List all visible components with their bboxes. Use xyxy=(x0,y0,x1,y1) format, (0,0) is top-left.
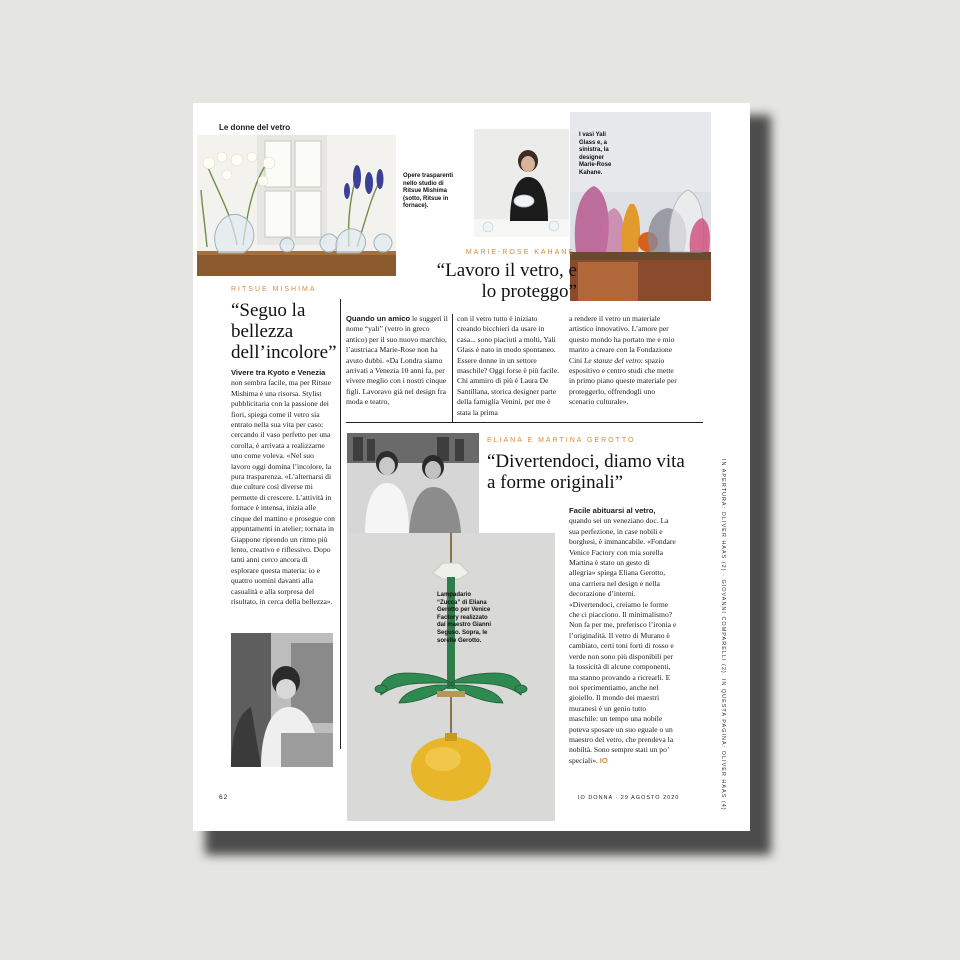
marie-lead: Quando un amico xyxy=(346,314,411,323)
marie-body-col3 xyxy=(569,314,677,408)
gerotto-headline: “Divertendoci, diamo vita a forme originali” xyxy=(487,451,685,493)
gerotto-lead: Facile abituarsi al vetro, xyxy=(569,506,656,515)
marie-body-col3-b: : spazio espositivo e centro studi che mette in primo piano queste materiale per proteggerlo, offrendogli uno scenario culturale». xyxy=(569,355,677,407)
photo-credits: IN APERTURA: OLIVER HAAS (2) · GIOVANNI COMPARELLI (2). IN QUESTA PAGINA: OLIVER HAAS (4) xyxy=(720,459,726,811)
ritsue-body-text: non sembra facile, ma per Ritsue Mishima è una risorsa. Stylist pubblicitaria con la passione dei fiori, spiega come il vetro sia entrato nella sua vita per caso: cercando il vaso perfetto per una corolla, è arrivata a realizzarne uno come voleva. «Nel suo lavoro oggi domina l’incolore, la pura trasparenza. «L’alternarsi di due culture così diverse mi permette di crescere. L’attività in fornace è intensa, inizia alle cinque del mattino e prosegue con appuntamenti in atelier; tornata in Giappone riprendo un ritmo più lento, creativo e riflessivo. Dopo tanti anni cerco ancora di esplorare questa materia: io e quattro uomini davanti alla casualità e alla sorpresa del risultato, in cerca della bellezza». xyxy=(231,378,335,606)
ritsue-headline: “Seguo la bellezza dell’incolore” xyxy=(231,300,337,363)
ritsue-kicker: RITSUE MISHIMA xyxy=(231,286,317,293)
photo-glass-vases-flowers xyxy=(197,135,396,276)
marie-body-col1 xyxy=(346,314,449,408)
marie-body-col3-a: a rendere il vetro un materiale artistico innovativo. L’amore per questo mondo ha portato me e mio marito a creare con la Fondazione Cini xyxy=(569,314,675,365)
marie-body-col2: con il vetro tutto è iniziato creando bicchieri da usare in casa... sono piaciuti a molti, Yali Glass è nato in modo spontaneo. Essere donne in un settore maschile? Oggi forse è più facile. Chi ammiro di più è Laura De Santillana, storica designer parte della famiglia Venini, per me è stata la prima xyxy=(457,314,560,417)
lamp-caption: Lampadario “Zucca” di Eliana Gerotto per Venice Factory realizzato dal maestro Gianni Seguso. Sopra, le sorelle Gerotto. xyxy=(437,592,492,644)
marie-photo-caption: I vasi Yali Glass e, a sinistra, la designer Marie-Rose Kahane. xyxy=(579,132,612,176)
section-title: Le donne del vetro xyxy=(219,123,291,132)
page-number: 62 xyxy=(219,794,229,801)
photo-zucca-chandelier xyxy=(347,533,555,821)
magazine-page xyxy=(193,103,750,831)
photo-marie-rose-kahane xyxy=(474,129,569,237)
marie-body-col1-text: le suggerì il nome “yali” (vetro in greco antico) per il suo nuovo marchio, l’austriaca Marie-Rose non ha avuto dubbi. «Da Londra siamo arrivati a Venezia 10 anni fa, per vivere meglio con i nostri cinque figli. Lavoravo già nel design fra moda e teatro, xyxy=(346,314,448,407)
end-mark-logo: IO xyxy=(599,755,608,765)
gerotto-body xyxy=(569,506,677,766)
marie-kicker: MARIE-ROSE KAHANE xyxy=(465,249,575,256)
ritsue-lead: Vivere tra Kyoto e Venezia xyxy=(231,368,326,377)
section-divider xyxy=(346,422,703,423)
photo-ritsue-in-furnace xyxy=(231,633,333,767)
photo-gerotto-sisters xyxy=(347,433,479,533)
marie-headline: “Lavoro il vetro, e lo proteggo” xyxy=(436,260,577,302)
marie-body-col3-title: Le stanze del vetro xyxy=(583,355,641,365)
gerotto-body-text: quando sei un veneziano doc. La sua perfezione, in case nobili e borghesi, è immancabile. «Fondare Venice Factory con mia sorella Martina è stato un gesto di allegria» spiega Eliana Gerotto, una carriera nel design e nella decorazione d’interni. «Divertendoci, creiamo le forme che ci piacciono. Il minimalismo? Non fa per me, preferisco l’ironia e l’originalità. Il vetro di Murano è cambiato, certi toni forti di rosso e verde non sono più disponibili per la tossicità di alcune componenti, ma stanno provando a ricrearli. E noi sperimentiamo, anche nel gioiello. Il mondo dei maestri muranesi è un genio tutto maschile: un tempo una nobile poteva sposare un suo eguale o un maestro del vetro, che prendeva la nobiltà. Sono sempre stati un po’ speciali». xyxy=(569,516,677,765)
column-rule xyxy=(452,314,453,422)
ritsue-body xyxy=(231,368,335,607)
ritsue-photo-caption: Opere trasparenti nello studio di Ritsue Mishima (sotto, Ritsue in fornace). xyxy=(403,173,454,210)
gerotto-kicker: ELIANA E MARTINA GEROTTO xyxy=(487,437,636,444)
column-rule xyxy=(340,299,341,749)
issue-line: IO DONNA · 29 AGOSTO 2020 xyxy=(578,795,680,801)
